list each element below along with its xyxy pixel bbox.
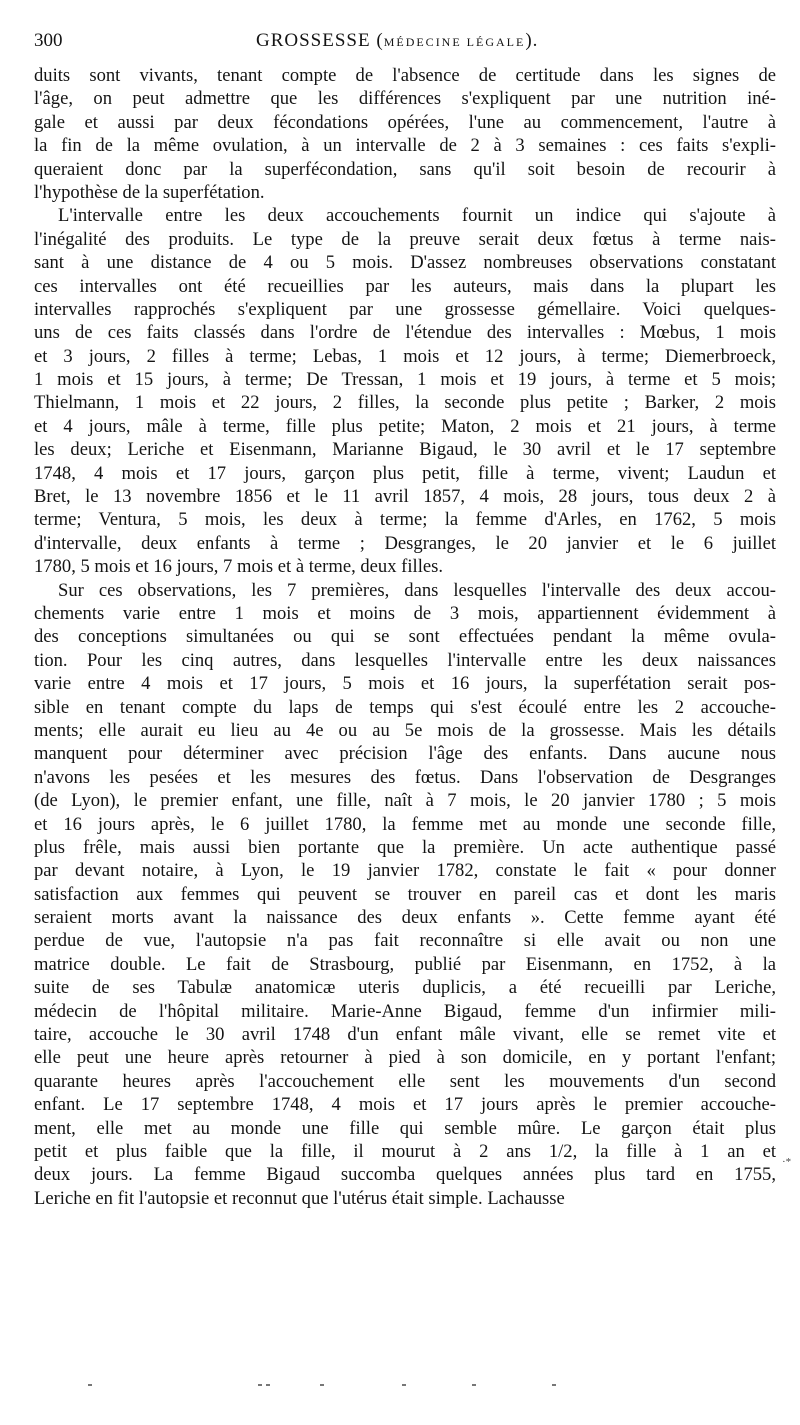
text-line: les deux; Leriche et Eisenmann, Marianne Bigaud, le 30 avril et le 17 septembre bbox=[34, 439, 776, 461]
text-line: l'âge, on peut admettre que les différences s'expliquent par une nutrition iné- bbox=[34, 88, 776, 110]
footer-specks bbox=[80, 1384, 580, 1394]
text-line: chements varie entre 1 mois et moins de 3 mois, appartiennent évidemment à bbox=[34, 602, 776, 624]
paragraph bbox=[34, 204, 776, 578]
text-line: ces intervalles ont été recueillies par les auteurs, mais dans la plupart les bbox=[34, 275, 776, 297]
text-line: 1780, 5 mois et 16 jours, 7 mois et à terme, deux filles. bbox=[34, 556, 443, 578]
text-line: enfant. Le 17 septembre 1748, 4 mois et 17 jours après le premier accouche- bbox=[34, 1094, 776, 1116]
text-line: petit et plus faible que la fille, il mourut à 2 ans 1/2, la fille à 1 an et bbox=[34, 1140, 776, 1162]
paragraph bbox=[34, 64, 776, 204]
text-line: (de Lyon), le premier enfant, une fille, naît à 7 mois, le 20 janvier 1780 ; 5 mois bbox=[34, 790, 776, 812]
text-line: deux jours. La femme Bigaud succomba quelques années plus tard en 1755, bbox=[34, 1164, 776, 1186]
text-line: tion. Pour les cinq autres, dans lesquelles l'intervalle entre les deux naissances bbox=[34, 649, 776, 671]
text-line: la fin de la même ovulation, à un intervalle de 2 à 3 semaines : ces faits s'expli- bbox=[34, 135, 776, 157]
speck bbox=[552, 1384, 556, 1386]
text-line: elle peut une heure après retourner à pied à son domicile, en y portant l'enfant; bbox=[34, 1047, 776, 1069]
speck bbox=[320, 1384, 324, 1386]
text-line: Sur ces observations, les 7 premières, dans lesquelles l'intervalle des deux accou- bbox=[58, 579, 776, 601]
text-line: ment, elle met au monde une fille qui semble mûre. Le garçon était plus bbox=[34, 1117, 776, 1139]
text-line: uns de ces faits classés dans l'ordre de l'étendue des intervalles : Mœbus, 1 mois bbox=[34, 322, 776, 344]
text-line: 1 mois et 15 jours, à terme; De Tressan, 1 mois et 19 jours, à terme et 5 mois; bbox=[34, 369, 776, 391]
text-line: quarante heures après l'accouchement elle sent les mouvements d'un second bbox=[34, 1070, 776, 1092]
text-line: suite de ses Tabulæ anatomicæ uteris duplicis, a été recueilli par Leriche, bbox=[34, 977, 776, 999]
speck bbox=[472, 1384, 476, 1386]
speck bbox=[402, 1384, 406, 1386]
text-line: ments; elle aurait eu lieu au 4e ou au 5e mois de la grossesse. Mais les détails bbox=[34, 719, 776, 741]
text-line: taire, accouche le 30 avril 1748 d'un enfant mâle vivant, elle se remet vite et bbox=[34, 1024, 776, 1046]
text-line: queraient donc par la superfécondation, sans qu'il soit besoin de recourir à bbox=[34, 158, 776, 180]
text-line: sible en tenant compte du laps de temps qui s'est écoulé entre les 2 accouche- bbox=[34, 696, 776, 718]
running-title-paren-close: ). bbox=[525, 30, 539, 51]
running-title-paren-open: ( bbox=[370, 30, 384, 51]
text-line: des conceptions simultanées ou qui se sont effectuées pendant la même ovula- bbox=[34, 626, 776, 648]
text-line: Thielmann, 1 mois et 22 jours, 2 filles, la seconde plus petite ; Barker, 2 mois bbox=[34, 392, 776, 414]
body-text bbox=[34, 64, 776, 1210]
text-line: intervalles rapprochés s'expliquent par une grossesse gémellaire. Voici quelques- bbox=[34, 298, 776, 320]
text-line: par devant notaire, à Lyon, le 19 janvier 1782, constate le fait « pour donner bbox=[34, 860, 776, 882]
text-line: et 4 jours, mâle à terme, fille plus petite; Maton, 2 mois et 21 jours, à terme bbox=[34, 415, 776, 437]
text-line: seraient morts avant la naissance des deux enfants ». Cette femme ayant été bbox=[34, 907, 776, 929]
text-line: plus frêle, mais aussi bien portante que la première. Un acte authentique passé bbox=[34, 836, 776, 858]
text-line: médecin de l'hôpital militaire. Marie-Anne Bigaud, femme d'un infirmier mili- bbox=[34, 1000, 776, 1022]
text-line: gale et aussi par deux fécondations opérées, l'une au commencement, l'autre à bbox=[34, 111, 776, 133]
speck bbox=[266, 1384, 270, 1386]
text-line: 1748, 4 mois et 17 jours, garçon plus petit, fille à terme, vivent; Laudun et bbox=[34, 462, 776, 484]
text-line: et 3 jours, 2 filles à terme; Lebas, 1 mois et 12 jours, à terme; Diemerbroeck, bbox=[34, 345, 776, 367]
text-line: n'avons les pesées et les mesures des fœtus. Dans l'observation de Desgranges bbox=[34, 766, 776, 788]
margin-mark: ·* bbox=[782, 1156, 792, 1168]
running-title bbox=[256, 30, 538, 52]
text-line: L'intervalle entre les deux accouchements fournit un indice qui s'ajoute à bbox=[58, 205, 776, 227]
speck bbox=[88, 1384, 92, 1386]
text-line: manquent pour déterminer avec précision l'âge des enfants. Dans aucune nous bbox=[34, 743, 776, 765]
text-line: matrice double. Le fait de Strasbourg, publié par Eisenmann, en 1752, à la bbox=[34, 953, 776, 975]
running-header bbox=[34, 30, 774, 56]
running-title-sub: MÉDECINE LÉGALE bbox=[383, 35, 526, 49]
text-line: sant à une distance de 4 ou 5 mois. D'assez nombreuses observations constatant bbox=[34, 252, 776, 274]
text-line: l'inégalité des produits. Le type de la preuve serait deux fœtus à terme nais- bbox=[34, 228, 776, 250]
text-line: varie entre 4 mois et 17 jours, 5 mois et 16 jours, la superfétation serait pos- bbox=[34, 673, 776, 695]
speck bbox=[258, 1384, 262, 1386]
paragraph bbox=[34, 579, 776, 1211]
page-number: 300 bbox=[34, 30, 63, 51]
running-title-main: GROSSESSE bbox=[256, 30, 371, 51]
text-line: duits sont vivants, tenant compte de l'absence de certitude dans les signes de bbox=[34, 65, 776, 86]
text-line: l'hypothèse de la superfétation. bbox=[34, 181, 265, 203]
text-line: d'intervalle, deux enfants à terme ; Desgranges, le 20 janvier et le 6 juillet bbox=[34, 532, 776, 554]
text-line: Bret, le 13 novembre 1856 et le 11 avril 1857, 4 mois, 28 jours, tous deux 2 à bbox=[34, 486, 776, 508]
text-line: terme; Ventura, 5 mois, les deux à terme; la femme d'Arles, en 1762, 5 mois bbox=[34, 509, 776, 531]
text-line: perdue de vue, l'autopsie n'a pas fait reconnaître si elle avait ou non une bbox=[34, 930, 776, 952]
text-line: et 16 jours après, le 6 juillet 1780, la femme met au monde une seconde fille, bbox=[34, 813, 776, 835]
text-line: satisfaction aux femmes qui peuvent se trouver en pareil cas et dont les maris bbox=[34, 883, 776, 905]
text-line: Leriche en fit l'autopsie et reconnut que l'utérus était simple. Lachausse bbox=[34, 1187, 565, 1209]
